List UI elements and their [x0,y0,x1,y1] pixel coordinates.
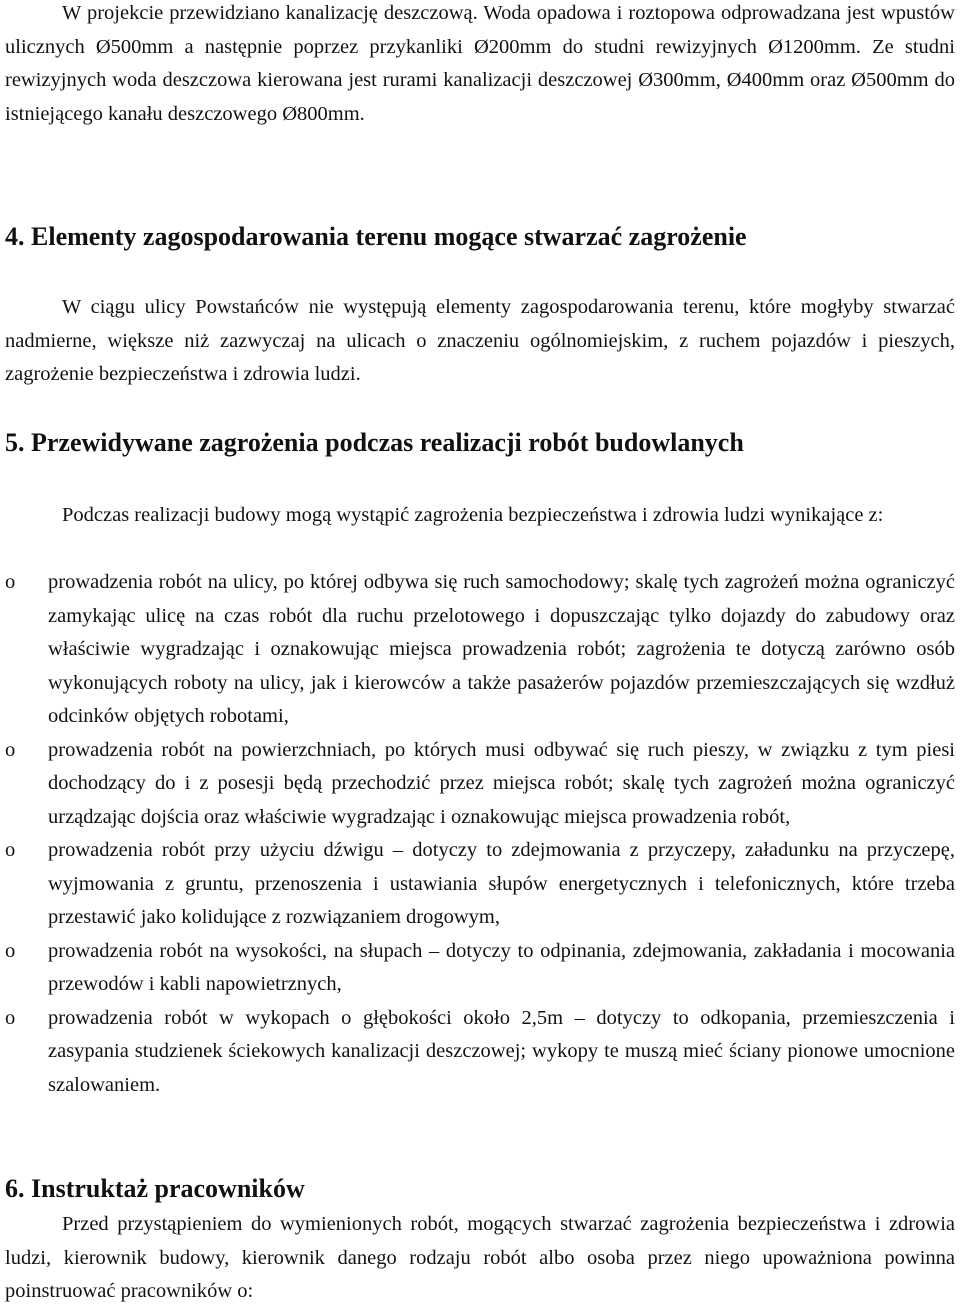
bullet-marker: o [5,571,16,593]
hazard-list [5,566,955,1102]
list-item [5,566,955,734]
list-item [5,834,955,935]
section-4-body: W ciągu ulicy Powstańców nie występują elementy zagospodarowania terenu, które mogłyby stwarzać nadmierne, większe niż zazwyczaj na ulicach o znaczeniu ogólnomiejskim, z ruchem pojazdów i pieszych, zagrożenie bezpieczeństwa i zdrowia ludzi. [5,296,955,385]
section-4-heading-block [5,222,955,252]
section-6-body-block [5,1208,955,1309]
list-item-text: prowadzenia robót przy użyciu dźwigu – dotyczy to zdejmowania z przyczepy, załadunku na przyczepę, wyjmowania z gruntu, przenoszenia i ustawiania słupów energetycznych i telefonicznych, które trzeba przestawić jako kolidujące z rozwiązaniem drogowym, [48,839,955,928]
section-5-heading-block [5,428,955,458]
section-5-list-block [5,566,955,1102]
list-item [5,1002,955,1103]
section-6-body: Przed przystąpieniem do wymienionych robót, mogących stwarzać zagrożenia bezpieczeństwa i zdrowia ludzi, kierownik budowy, kierownik danego rodzaju robót albo osoba przez niego upoważniona powinna poinstruować pracowników o: [5,1213,955,1302]
list-item [5,734,955,835]
bullet-marker: o [5,1006,16,1029]
intro-paragraph-block [5,0,955,131]
section-4-heading: 4. Elementy zagospodarowania terenu mogące stwarzać zagrożenie [5,222,747,251]
list-item-text: prowadzenia robót w wykopach o głębokości około 2,5m – dotyczy to odkopania, przemieszczenia i zasypania studzienek ściekowych kanalizacji deszczowej; wykopy te muszą mieć ściany pionowe umocnione szalowaniem. [48,1006,955,1096]
section-5-heading: 5. Przewidywane zagrożenia podczas realizacji robót budowlanych [5,428,744,457]
list-item-text: prowadzenia robót na powierzchniach, po których musi odbywać się ruch pieszy, w związku z tym piesi dochodzący do i z posesji będą przechodzić przez miejsca robót; skalę tych zagrożeń można ograniczyć urządzając dojścia oraz właściwie wygradzając i oznakowując miejsca prowadzenia robót, [48,738,955,828]
bullet-marker: o [5,839,16,861]
section-5-intro-block [5,499,955,533]
section-5-intro: Podczas realizacji budowy mogą wystąpić zagrożenia bezpieczeństwa i zdrowia ludzi wynikające z: [62,504,884,526]
bullet-marker: o [5,939,16,962]
bullet-marker: o [5,738,16,761]
list-item-text: prowadzenia robót na wysokości, na słupach – dotyczy to odpinania, zdejmowania, zakładania i mocowania przewodów i kabli napowietrznych, [48,939,955,995]
section-4-body-block [5,291,955,392]
section-6-heading-block [5,1174,955,1204]
section-6-heading: 6. Instruktaż pracowników [5,1174,305,1203]
list-item-text: prowadzenia robót na ulicy, po której odbywa się ruch samochodowy; skalę tych zagrożeń można ograniczyć zamykając ulicę na czas robót dla ruchu przelotowego i dopuszczając tylko dojazdy do zabudowy oraz właściwie wygradzając i oznakowując miejsca prowadzenia robót; zagrożenia te dotyczą zarówno osób wykonujących roboty na ulicy, jak i kierowców a także pasażerów pojazdów przemieszczających się wzdłuż odcinków objętych robotami, [48,571,955,727]
intro-paragraph: W projekcie przewidziano kanalizację deszczową. Woda opadowa i roztopowa odprowadzana jest wpustów ulicznych Ø500mm a następnie poprzez przykanliki Ø200mm do studni rewizyjnych Ø1200mm. Ze studni rewizyjnych woda deszczowa kierowana jest rurami kanalizacji deszczowej Ø300mm, Ø400mm oraz Ø500mm do istniejącego kanału deszczowego Ø800mm. [5,2,955,125]
list-item [5,935,955,1002]
